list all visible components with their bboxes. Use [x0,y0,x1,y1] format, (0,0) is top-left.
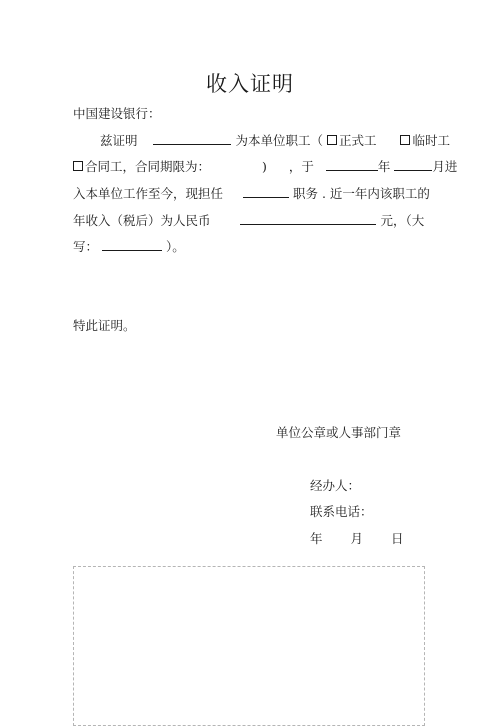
body-line-5 [73,238,185,255]
date-day: 日 [390,531,404,546]
employee-of-unit-text: 为本单位职工（ [235,133,323,148]
capital-label: 写： [73,239,99,254]
capital-amount-blank[interactable] [102,238,162,251]
since-text: ，于 [288,159,314,174]
body-line-1 [100,132,450,149]
seal-label: 单位公章或人事部门章 [276,425,402,440]
contract-term-paren: ) [261,159,267,174]
fulltime-label: 正式工 [338,133,377,148]
annual-income-text: 年收入（税后）为人民币 [73,213,211,228]
fulltime-checkbox[interactable] [327,135,337,145]
body-line-2 [73,158,457,175]
employee-name-blank[interactable] [153,132,231,145]
income-amount-blank[interactable] [240,212,376,225]
position-blank[interactable] [243,185,289,198]
certify-prefix: 兹证明 [100,133,138,148]
body-line-3 [73,185,430,202]
page-title: 收入证明 [206,72,294,96]
closing-paren-text: ）。 [165,239,185,254]
year-label: 年 [377,159,391,174]
start-year-blank[interactable] [326,158,378,171]
date-year: 年 [310,531,323,546]
handler-label: 经办人： [310,478,361,493]
yuan-text: 元，（大 [380,213,425,228]
date-line [310,531,403,547]
start-month-blank[interactable] [394,158,432,171]
body-line-4 [73,212,424,229]
contract-label: 合同工，合同期限为： [85,159,211,174]
phone-label: 联系电话： [310,504,373,519]
certify-statement: 特此证明。 [73,318,136,333]
joined-current-text: 入本单位工作至今，现担任 [73,186,224,201]
temporary-checkbox[interactable] [400,135,410,145]
recipient-line: 中国建设银行： [73,106,161,121]
date-month: 月 [350,531,363,546]
temporary-label: 临时工 [412,133,450,148]
contract-checkbox[interactable] [73,161,83,171]
month-enter-label: 月进 [432,159,458,174]
stamp-area-box [73,566,425,726]
position-suffix-text: 职务 . 近一年内该职工的 [292,186,430,201]
